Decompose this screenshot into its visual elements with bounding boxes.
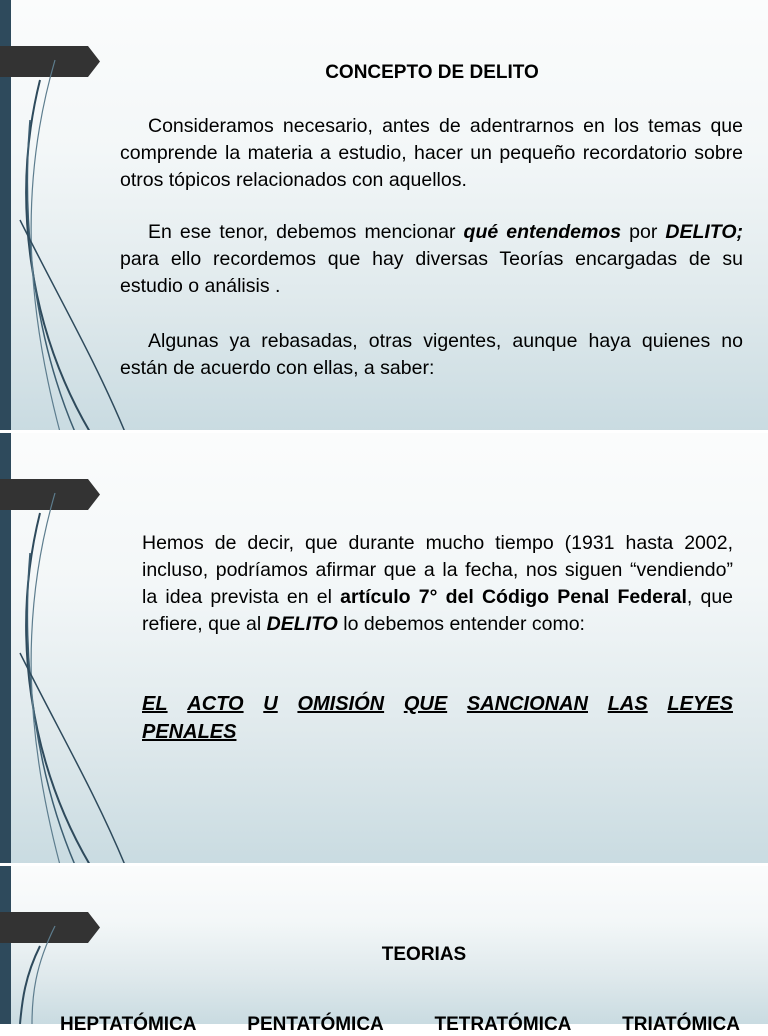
definition-word: LEYES [667,693,733,715]
slide-separator [0,863,768,865]
paragraph-3: Algunas ya rebasadas, otras vigentes, aunque haya quienes no están de acuerdo con ellas, a saber: [120,330,743,379]
delito-definition [142,690,733,746]
emphasis-articulo: artículo 7° del Código Penal Federal [340,586,687,608]
theories-list [60,1014,740,1036]
article-text-e: lo debemos entender como: [337,613,585,635]
slide-separator [0,430,768,432]
theory-item: PENTATÓMICA [247,1014,384,1035]
paragraph-2-text-c: por [621,221,666,243]
definition-word: LAS [607,693,648,715]
slide-1-title: CONCEPTO DE DELITO [325,62,539,83]
definition-word: U [263,693,278,715]
definition-word: SANCIONAN [466,693,588,715]
decorative-curves [0,433,140,865]
paragraph-2-text-a: En ese tenor, debemos mencionar [148,221,464,243]
definition-line-1 [142,690,733,718]
emphasis-delito: DELITO; [665,221,743,243]
emphasis-que-entendemos: qué entendemos [463,221,622,243]
paragraph-2 [120,219,743,300]
definition-word: QUE [403,693,448,715]
article-paragraph [142,530,733,638]
theory-item: TRIATÓMICA [622,1014,740,1035]
definition-word: EL [142,693,168,715]
slide-3-title: TEORIAS [381,944,467,965]
slide-2 [0,433,768,865]
paragraph-2-text-e: para ello recordemos que hay diversas Teorías encargadas de su estudio o análisis . [120,248,743,297]
emphasis-delito-2: DELITO [266,613,338,635]
theory-item: TETRATÓMICA [434,1014,572,1035]
definition-word: OMISIÓN [297,693,385,715]
definition-line-2: PENALES [142,721,237,743]
article-text-a: Hemos de decir, que durante mucho tiempo (1931 hasta 2002, incluso, podríamos afirmar que a la fecha, nos siguen “vendiendo” la idea prevista en el [142,532,733,608]
paragraph-1: Consideramos necesario, antes de adentrarnos en los temas que comprende la materia a estudio, hacer un pequeño recordatorio sobre otros tópicos relacionados con aquellos. [120,115,743,191]
definition-word: ACTO [187,693,244,715]
theory-item: HEPTATÓMICA [60,1014,197,1035]
article-text-c: , que refiere, que al [142,586,734,635]
